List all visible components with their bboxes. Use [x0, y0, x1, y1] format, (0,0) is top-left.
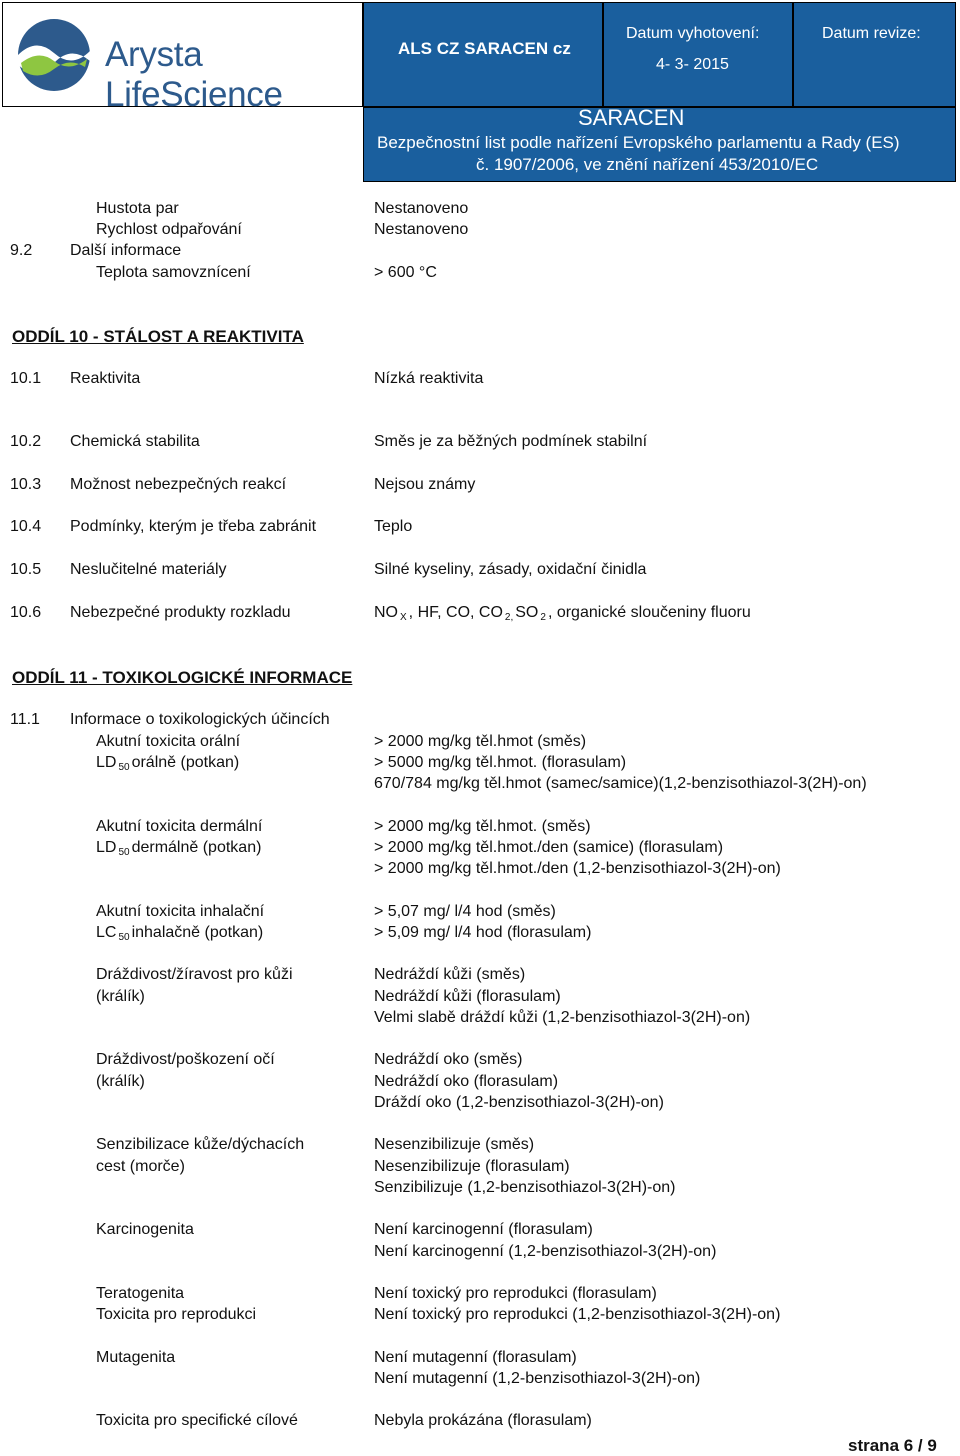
logo-cell — [2, 2, 363, 114]
decomposition-label: Nebezpečné produkty rozkladu — [70, 604, 291, 621]
skin-irritation-label: Dráždivost/žíravost pro kůži — [96, 966, 293, 983]
eye-value: Nedráždí oko (florasulam) — [374, 1073, 559, 1090]
row-label: Možnost nebezpečných reakcí — [70, 476, 287, 493]
row-label: Neslučitelné materiály — [70, 561, 227, 578]
product-code: ALS CZ SARACEN cz — [398, 39, 571, 58]
document-title-cell — [363, 107, 956, 182]
carcinogenicity-value: Není karcinogenní (1,2-benzisothiazol-3(2H)-on) — [374, 1243, 717, 1260]
eye-irritation-species: (králík) — [96, 1073, 145, 1090]
sensitisation-value: Nesenzibilizuje (směs) — [374, 1136, 535, 1153]
sensitisation-value: Senzibilizuje (1,2-benzisothiazol-3(2H)-on) — [374, 1179, 676, 1196]
row-label: Chemická stabilita — [70, 433, 200, 450]
section-11-title: ODDÍL 11 - TOXIKOLOGICKÉ INFORMACE — [12, 668, 353, 687]
row-value: Nejsou známy — [374, 476, 476, 493]
reproductive-value: Není toxický pro reprodukci (florasulam) — [374, 1285, 657, 1302]
row-number: 10.1 — [10, 370, 42, 387]
decomposition-value: NO X , HF, CO, CO 2, SO 2 , organické sloučeniny fluoru — [374, 604, 751, 623]
product-code-cell — [363, 2, 603, 107]
tox-info-number: 11.1 — [10, 711, 40, 728]
date-created-value: 4- 3- 2015 — [656, 56, 729, 73]
oral-ld50-label: LD 50 orálně (potkan) — [96, 754, 240, 773]
row-label: Reaktivita — [70, 370, 141, 387]
row-value: Silné kyseliny, zásady, oxidační činidla — [374, 561, 647, 578]
row-number: 10.3 — [10, 476, 42, 493]
regulation-line-1: Bezpečnostní list podle nařízení Evropského parlamentu a Rady (ES) — [377, 133, 900, 152]
skin-irritation-species: (králík) — [96, 988, 145, 1005]
date-revised-cell — [793, 2, 956, 107]
date-created-label: Datum vyhotovení: — [626, 25, 760, 42]
row-number: 10.4 — [10, 518, 42, 535]
skin-value: Nedráždí kůži (florasulam) — [374, 988, 561, 1005]
evaporation-rate-label: Rychlost odpařování — [96, 221, 242, 238]
other-info-number: 9.2 — [10, 242, 33, 259]
sensitisation-label: Senzibilizace kůže/dýchacích — [96, 1136, 305, 1153]
vapour-density-value: Nestanoveno — [374, 200, 469, 217]
row-value: Nízká reaktivita — [374, 370, 484, 387]
row-value: Teplo — [374, 518, 413, 535]
date-created-cell — [603, 2, 793, 107]
eye-irritation-label: Dráždivost/poškození očí — [96, 1051, 275, 1068]
carcinogenicity-label: Karcinogenita — [96, 1221, 194, 1238]
mutagenicity-label: Mutagenita — [96, 1349, 176, 1366]
oral-value: > 2000 mg/kg těl.hmot (směs) — [374, 733, 587, 750]
oral-value: 670/784 mg/kg těl.hmot (samec/samice)(1,2-benzisothiazol-3(2H)-on) — [374, 775, 867, 792]
carcinogenicity-value: Není karcinogenní (florasulam) — [374, 1221, 593, 1238]
dermal-toxicity-label: Akutní toxicita dermální — [96, 818, 263, 835]
arysta-logo-icon — [11, 15, 97, 95]
skin-value: Nedráždí kůži (směs) — [374, 966, 526, 983]
autoignition-value: > 600 °C — [374, 264, 437, 281]
other-info-label: Další informace — [70, 242, 182, 259]
row-label: Podmínky, kterým je třeba zabránit — [70, 518, 317, 535]
dermal-value: > 2000 mg/kg těl.hmot./den (samice) (florasulam) — [374, 839, 724, 856]
vapour-density-label: Hustota par — [96, 200, 179, 217]
eye-value: Dráždí oko (1,2-benzisothiazol-3(2H)-on) — [374, 1094, 664, 1111]
inhalation-toxicity-label: Akutní toxicita inhalační — [96, 903, 265, 920]
reproductive-toxicity-label: Toxicita pro reprodukci — [96, 1306, 257, 1323]
skin-value: Velmi slabě dráždí kůži (1,2-benzisothiazol-3(2H)-on) — [374, 1009, 751, 1026]
document-header — [2, 2, 956, 182]
autoignition-label: Teplota samovznícení — [96, 264, 251, 281]
oral-toxicity-label: Akutní toxicita orální — [96, 733, 241, 750]
regulation-line-2: č. 1907/2006, ve znění nařízení 453/2010/EC — [476, 155, 819, 174]
dermal-value: > 2000 mg/kg těl.hmot./den (1,2-benzisothiazol-3(2H)-on) — [374, 860, 781, 877]
stot-value: Nebyla prokázána (florasulam) — [374, 1412, 592, 1429]
product-name: SARACEN — [578, 105, 685, 130]
stot-label: Toxicita pro specifické cílové — [96, 1412, 298, 1429]
inhalation-value: > 5,09 mg/ l/4 hod (florasulam) — [374, 924, 592, 941]
row-number: 10.2 — [10, 433, 42, 450]
reproductive-value: Není toxický pro reprodukci (1,2-benzisothiazol-3(2H)-on) — [374, 1306, 781, 1323]
page-number: strana 6 / 9 — [848, 1436, 937, 1455]
logo-text: Arysta LifeScience — [105, 35, 283, 114]
dermal-value: > 2000 mg/kg těl.hmot. (směs) — [374, 818, 591, 835]
dermal-ld50-label: LD 50 dermálně (potkan) — [96, 839, 262, 858]
row-value: Směs je za běžných podmínek stabilní — [374, 433, 648, 450]
sensitisation-species: cest (morče) — [96, 1158, 185, 1175]
mutagenicity-value: Není mutagenní (1,2-benzisothiazol-3(2H)-on) — [374, 1370, 701, 1387]
tox-info-label: Informace o toxikologických účincích — [70, 711, 330, 728]
eye-value: Nedráždí oko (směs) — [374, 1051, 523, 1068]
section-10-title: ODDÍL 10 - STÁLOST A REAKTIVITA — [12, 327, 304, 346]
inhalation-value: > 5,07 mg/ l/4 hod (směs) — [374, 903, 556, 920]
row-number: 10.5 — [10, 561, 42, 578]
inhalation-lc50-label: LC 50 inhalačně (potkan) — [96, 924, 264, 943]
decomposition-number: 10.6 — [10, 604, 42, 621]
evaporation-rate-value: Nestanoveno — [374, 221, 469, 238]
teratogenicity-label: Teratogenita — [96, 1285, 185, 1302]
mutagenicity-value: Není mutagenní (florasulam) — [374, 1349, 577, 1366]
oral-value: > 5000 mg/kg těl.hmot. (florasulam) — [374, 754, 627, 771]
sensitisation-value: Nesenzibilizuje (florasulam) — [374, 1158, 570, 1175]
date-revised-label: Datum revize: — [822, 25, 921, 42]
